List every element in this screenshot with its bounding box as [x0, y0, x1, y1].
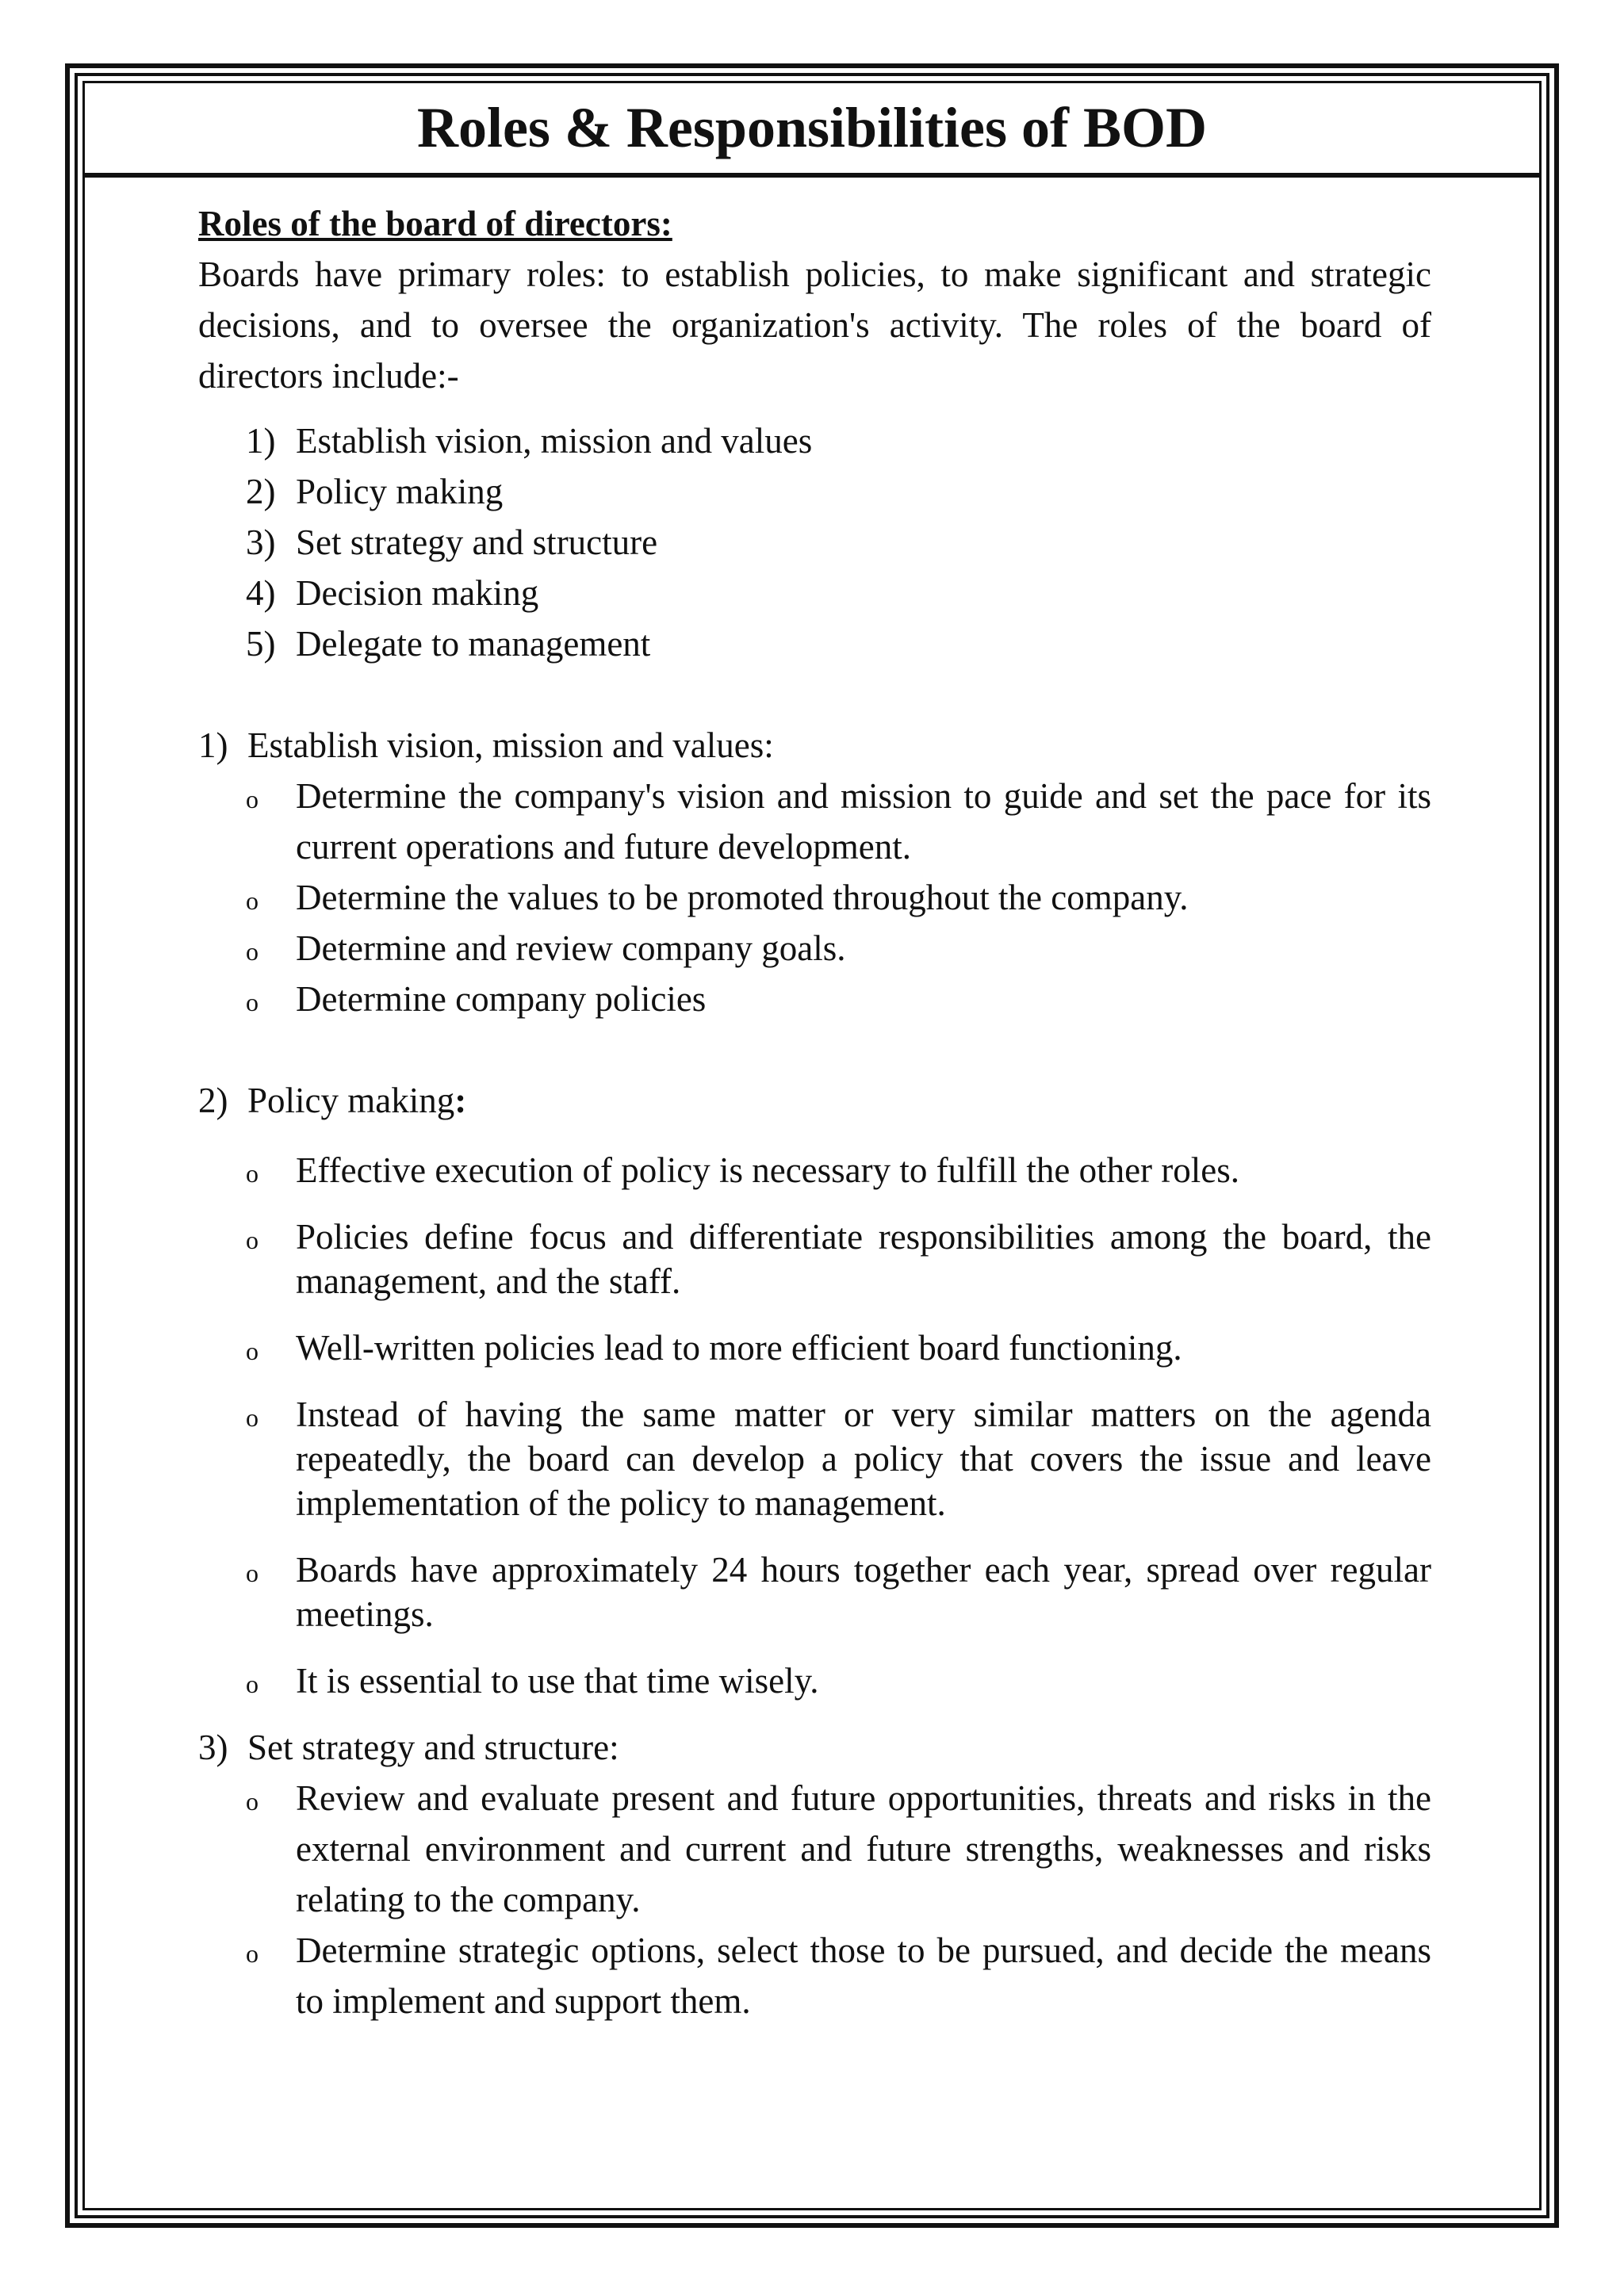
section-title: 3) Set strategy and structure: [198, 1728, 619, 1767]
section-title: 2) Policy making: [198, 1081, 467, 1120]
section-heading: Roles of the board of directors: [198, 204, 672, 243]
bullet-list [198, 1773, 1431, 2026]
list-item: o Determine company policies [246, 979, 707, 1019]
page-title: Roles & Responsibilities of BOD [416, 96, 1208, 159]
document-body [198, 198, 1431, 2026]
section-policy-making [198, 1075, 1431, 1703]
list-item: 1) Establish vision, mission and values [246, 421, 813, 461]
list-item: o Boards have approximately 24 hours together each year, spread over regular meetings. [246, 1550, 1431, 1634]
bullet-list [198, 1148, 1431, 1703]
list-item: 5) Delegate to management [246, 624, 651, 664]
list-item: o Policies define focus and differentiate responsibilities among the board, the management, and the staff. [246, 1217, 1431, 1301]
title-divider [85, 173, 1539, 178]
intro-paragraph: Boards have primary roles: to establish policies, to make significant and strategic decisions, and to oversee the organization's activity. The roles of the board of directors include:- [198, 254, 1431, 396]
bullet-list [198, 771, 1431, 1024]
roles-list [198, 415, 1431, 669]
section-strategy-structure [198, 1722, 1431, 2026]
list-item: o Determine strategic options, select those to be pursued, and decide the means to implement and support them. [246, 1931, 1431, 2021]
list-item: o Determine the values to be promoted throughout the company. [246, 878, 1189, 917]
list-item: o Review and evaluate present and future opportunities, threats and risks in the external environment and current and future strengths, weaknesses and risks relating to the company. [246, 1778, 1431, 1919]
list-item: o Instead of having the same matter or very similar matters on the agenda repeatedly, the board can develop a policy that covers the issue and leave implementation of the policy to management. [246, 1395, 1431, 1523]
list-item: o Effective execution of policy is necessary to fulfill the other roles. [246, 1150, 1240, 1190]
list-item: o Determine the company's vision and mission to guide and set the pace for its current operations and future development. [246, 776, 1431, 867]
list-item: 3) Set strategy and structure [246, 522, 658, 562]
section-vision-mission-values [198, 720, 1431, 1024]
list-item: 2) Policy making [246, 472, 504, 511]
list-item: o Determine and review company goals. [246, 928, 846, 968]
section-title: 1) Establish vision, mission and values: [198, 725, 774, 765]
list-item: 4) Decision making [246, 573, 539, 613]
list-item: o Well-written policies lead to more efficient board functioning. [246, 1328, 1182, 1368]
list-item: o It is essential to use that time wisely. [246, 1661, 819, 1701]
